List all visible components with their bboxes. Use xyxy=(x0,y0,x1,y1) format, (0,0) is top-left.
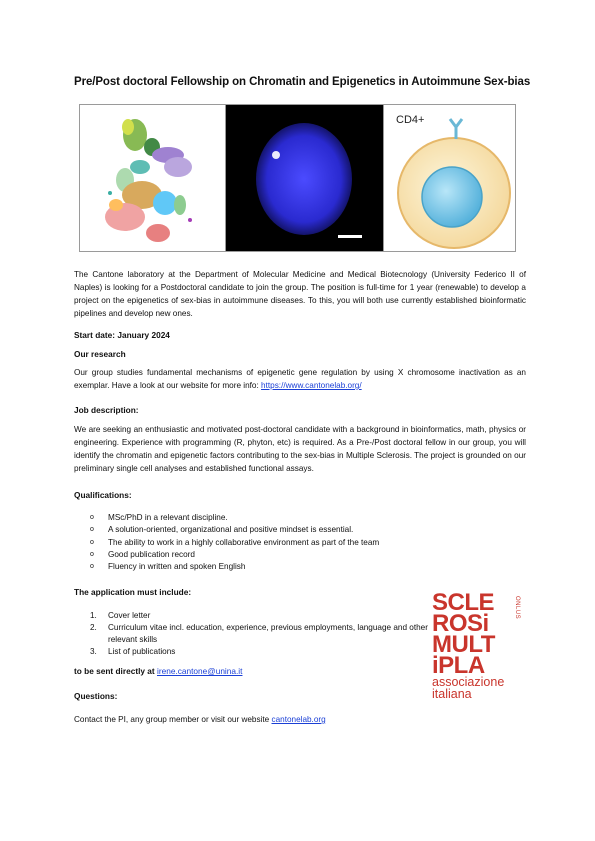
aism-logo xyxy=(432,589,527,712)
logo-line: associazione xyxy=(432,675,505,689)
website-link[interactable]: https://www.cantonelab.org/ xyxy=(261,381,362,390)
figure-panel xyxy=(79,104,516,252)
bullet: o xyxy=(90,550,94,558)
qualification-text: The ability to work in a highly collaborative environment as part of the team xyxy=(108,537,380,547)
questions-paragraph xyxy=(74,713,526,726)
logo-line: ROSi xyxy=(432,610,489,637)
logo-line: SCLE xyxy=(432,589,495,616)
send-line xyxy=(74,666,242,676)
list-item xyxy=(74,524,379,536)
qualification-text: MSc/PhD in a relevant discipline. xyxy=(108,513,228,522)
job-paragraph: We are seeking an enthusiastic and motivated post-doctoral candidate with a background in bioinformatics, math, physics or engineering. Experience with programming (R, phyton, etc) is required. As a Pre-/Post doctoral fellow in our group, you will identify the chromatin and epigenetic factors contributing to the sex-bias in Multiple Sclerosis. The project is grounded on our preliminary single cell analyses and established functional assays. xyxy=(74,425,526,473)
research-heading: Our research xyxy=(74,349,126,359)
logo-line: iPLA xyxy=(432,652,485,679)
item-text: List of publications xyxy=(108,647,176,656)
bullet: o xyxy=(90,563,94,571)
research-text: Our group studies fundamental mechanisms of epigenetic gene regulation by using X chromosome inactivation as an exemplar. Have a look at our website for more info: xyxy=(74,368,526,390)
questions-text: Contact the PI, any group member or visit our website xyxy=(74,715,272,724)
cd4-cell-illustration xyxy=(383,105,516,251)
questions-heading: Questions: xyxy=(74,691,118,701)
email-link[interactable]: irene.cantone@unina.it xyxy=(157,666,243,676)
list-item xyxy=(74,610,434,622)
list-item xyxy=(74,646,434,658)
website-short-link[interactable]: cantonelab.org xyxy=(271,715,326,724)
start-date: Start date: January 2024 xyxy=(74,330,170,340)
list-item xyxy=(74,537,379,549)
logo-onlus: ONLUS xyxy=(514,596,520,620)
send-text: to be sent directly at xyxy=(74,666,157,676)
bullet: o xyxy=(90,538,94,546)
nucleus-microscopy-image xyxy=(226,105,383,251)
umap-cluster-image xyxy=(80,105,226,251)
intro-paragraph: The Cantone laboratory at the Department of Molecular Medicine and Medical Biotecnology (University Federico II of Naples) is looking for a Postdoctoral candidate to join the group. The position is full-time for 1 year (renewable) to develop a project on the epigenetics of sex-bias in autoimmune diseases. To this, you will both use currently established bioinformatic pipelines and develop new ones. xyxy=(74,270,526,318)
application-heading: The application must include: xyxy=(74,587,192,597)
item-text: Cover letter xyxy=(108,611,151,620)
cd4-label: CD4+ xyxy=(396,114,425,126)
page-title: Pre/Post doctoral Fellowship on Chromatin and Epigenetics in Autoimmune Sex-bias xyxy=(74,76,531,88)
item-number: 2. xyxy=(90,623,97,632)
logo-line: italiana xyxy=(432,687,472,701)
list-item xyxy=(74,512,379,524)
research-paragraph xyxy=(74,366,526,392)
bullet: o xyxy=(90,514,94,521)
application-list xyxy=(74,610,434,658)
qualification-text: Fluency in written and spoken English xyxy=(108,562,246,572)
item-number: 3. xyxy=(90,647,97,656)
job-heading: Job description: xyxy=(74,405,139,415)
item-number: 1. xyxy=(90,611,97,620)
qualification-text: A solution-oriented, organizational and positive mindset is essential. xyxy=(108,525,354,535)
qualifications-heading: Qualifications: xyxy=(74,490,132,500)
item-text: Curriculum vitae incl. education, experience, previous employments, language and other relevant skills xyxy=(108,623,428,644)
list-item xyxy=(74,549,379,561)
qualifications-list xyxy=(74,512,379,573)
bullet: o xyxy=(90,526,94,534)
qualification-text: Good publication record xyxy=(108,549,195,559)
list-item xyxy=(74,561,379,573)
list-item xyxy=(74,622,434,646)
logo-line: MULT xyxy=(432,631,495,658)
